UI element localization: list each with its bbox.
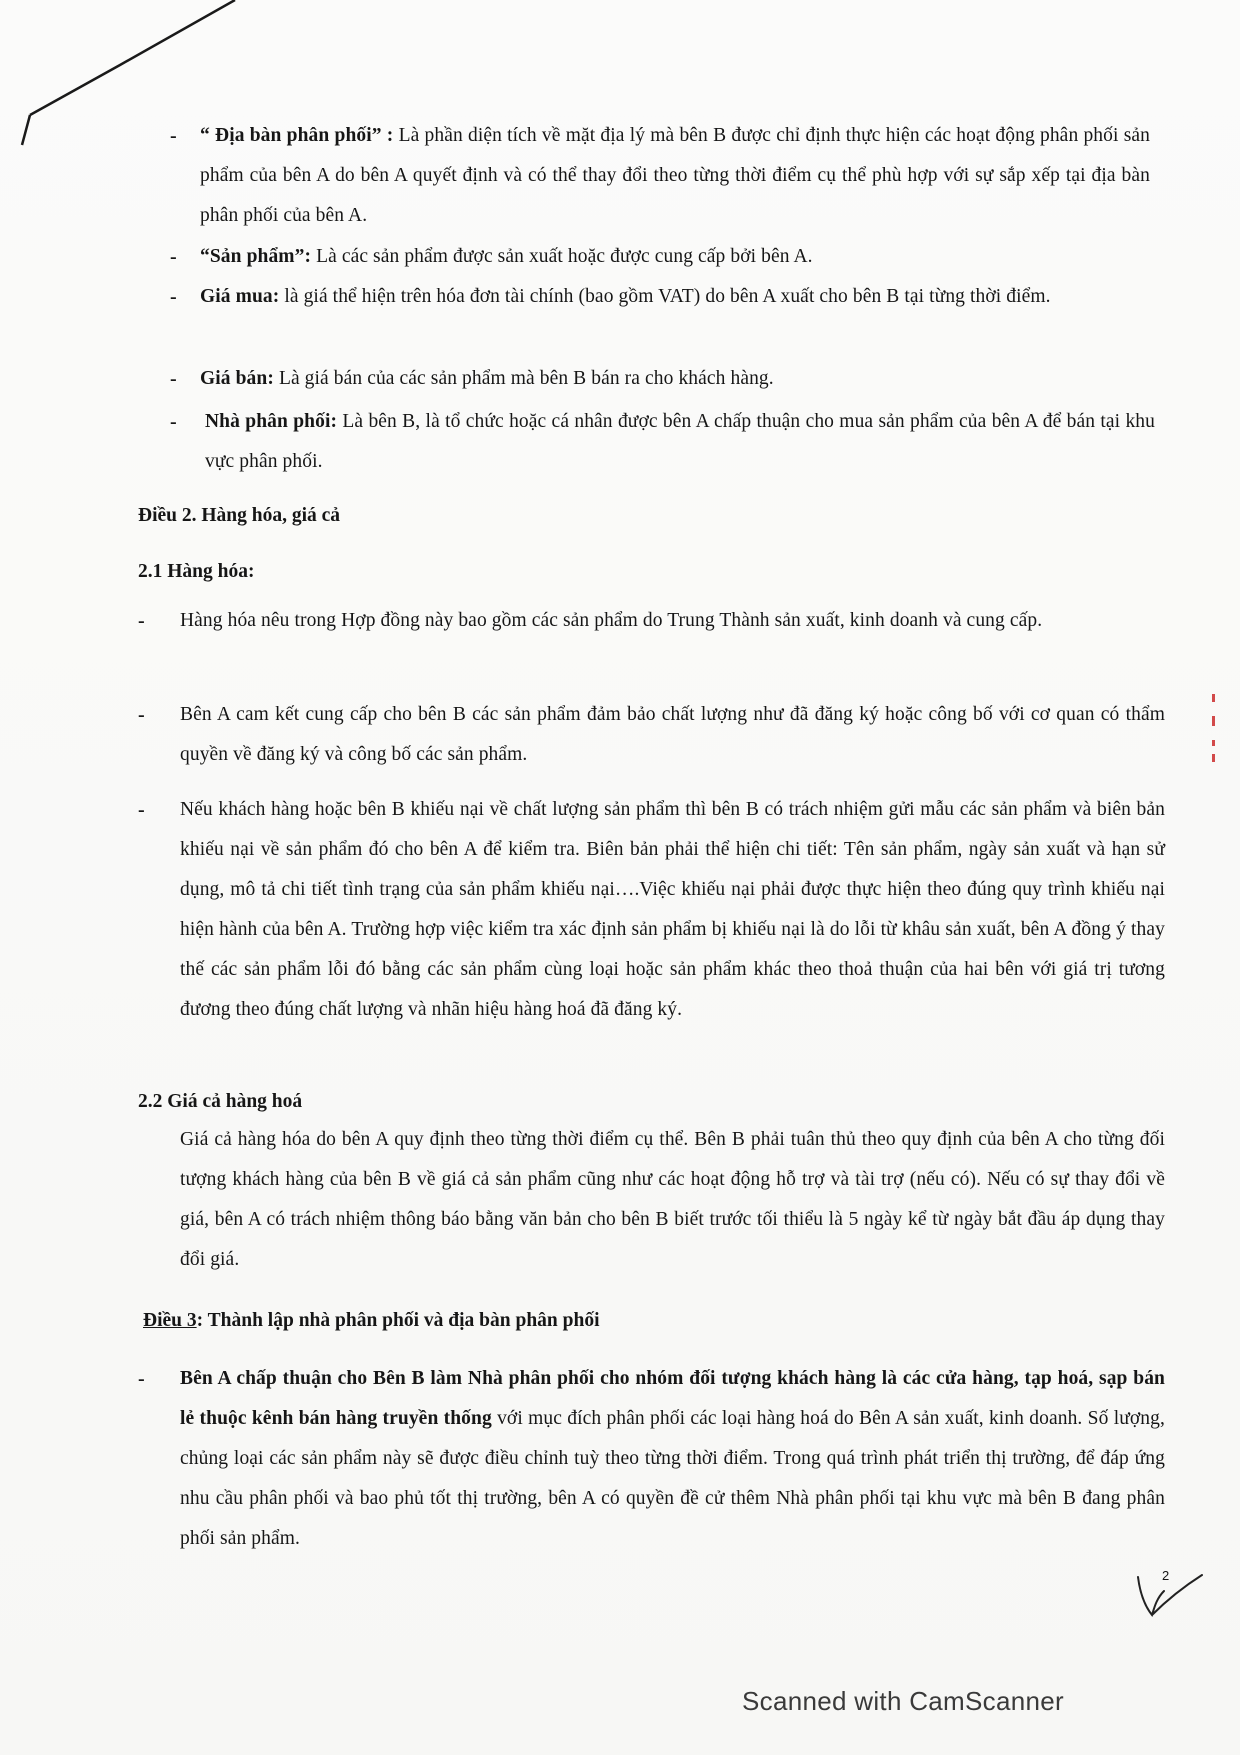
bullet-marker: - [138,799,145,821]
article-3-label: Điều 3 [143,1310,197,1331]
bullet-marker: - [170,411,177,433]
page-number: 2 [1162,1568,1170,1583]
goods-clause: Hàng hóa nêu trong Hợp đồng này bao gồm các sản phẩm do Trung Thành sản xuất, kinh doanh và cung cấp. [180,610,1043,631]
bullet-marker: - [170,286,177,308]
definition-term: Nhà phân phối: [205,411,338,432]
definition-term: Giá mua: [200,286,280,307]
definition-term: “ Địa bàn phân phối” : [200,125,394,146]
bullet-marker: - [170,125,177,147]
section-2-1-heading: 2.1 Hàng hóa: [138,561,255,582]
bullet-marker: - [170,246,177,268]
scan-edge-marks [1200,690,1220,770]
bullet-marker: - [138,704,145,726]
distributor-clause-text: với mục đích phân phối các loại hàng hoá do Bên A sản xuất, kinh doanh. Số lượng, chủng loại các sản phẩm này sẽ được điều chỉnh tuỳ theo từng thời điểm. Trong quá trình phát triển thị trường, để đáp ứng nhu cầu phân phối và bao phủ tốt thị trường, bên A có quyền đề cử thêm Nhà phân phối tại khu vực mà bên B đang phân phối sản phẩm. [180,1408,1165,1549]
goods-clause: Bên A cam kết cung cấp cho bên B các sản phẩm đảm bảo chất lượng như đã đăng ký hoặc công bố với cơ quan có thẩm quyền về đăng ký và công bố các sản phẩm. [180,704,1165,765]
definition-term: Giá bán: [200,368,274,389]
definition-item [200,359,1150,399]
section-2-2-heading: 2.2 Giá cả hàng hoá [138,1091,303,1112]
goods-clause: Nếu khách hàng hoặc bên B khiếu nại về chất lượng sản phẩm thì bên B có trách nhiệm gửi mẫu các sản phẩm và biên bản khiếu nại về sản phẩm đó cho bên A để kiểm tra. Biên bản phải thể hiện chi tiết: Tên sản phẩm, ngày sản xuất và hạn sử dụng, mô tả chi tiết tình trạng của sản phẩm khiếu nại….Việc khiếu nại phải được thực hiện theo đúng quy trình khiếu nại hiện hành của bên A. Trường hợp việc kiểm tra xác định sản phẩm bị khiếu nại là do lỗi từ khâu sản xuất, bên A đồng ý thay thế các sản phẩm lỗi đó bằng các sản phẩm cùng loại hoặc sản phẩm khác theo thoả thuận của hai bên với giá trị tương đương theo đúng chất lượng và nhãn hiệu hàng hoá đã đăng ký. [180,799,1165,1020]
definition-term: “Sản phẩm”: [200,246,312,267]
definition-item [200,277,1150,317]
definition-text: là giá thể hiện trên hóa đơn tài chính (bao gồm VAT) do bên A xuất cho bên B tại từng thời điểm. [284,286,1051,307]
bullet-marker: - [138,610,145,632]
definition-text: Là giá bán của các sản phẩm mà bên B bán ra cho khách hàng. [278,368,774,389]
definition-text: Là phần diện tích về mặt địa lý mà bên B được chỉ định thực hiện các hoạt động phân phối sản phẩm của bên A do bên A quyết định và có thể thay đổi theo từng thời điểm cụ thể phù hợp với sự sắp xếp tại địa bàn phân phối của bên A. [200,125,1150,226]
article-3-heading [143,1305,600,1337]
definition-item [200,116,1150,236]
definition-text: Là bên B, là tổ chức hoặc cá nhân được bên A chấp thuận cho mua sản phẩm của bên A để bán tại khu vực phân phối. [205,411,1155,472]
initials-signature [1130,1565,1210,1625]
definition-item [205,402,1155,482]
definition-item [200,237,1150,277]
price-clause: Giá cả hàng hóa do bên A quy định theo từng thời điểm cụ thể. Bên B phải tuân thủ theo quy định của bên A cho từng đối tượng khách hàng của bên B về giá cả sản phẩm cũng như các hoạt động hỗ trợ và tài trợ (nếu có). Nếu có sự thay đổi về giá, bên A có trách nhiệm thông báo bằng văn bản cho bên B biết trước tối thiểu là 5 ngày kể từ ngày bắt đầu áp dụng thay đổi giá. [180,1129,1165,1270]
article-2-heading: Điều 2. Hàng hóa, giá cả [138,505,341,526]
bullet-marker: - [138,1368,145,1390]
bullet-marker: - [170,368,177,390]
camscanner-watermark: Scanned with CamScanner [742,1686,1064,1716]
distributor-clause-bold: Bên A chấp thuận cho Bên B làm Nhà phân phối cho nhóm đối tượng khách hàng là các cửa hàng, tạp hoá, sạp bán lẻ thuộc kênh bán hàng truyền thống [180,1368,1165,1429]
distributor-clause [180,1359,1165,1559]
definition-text: Là các sản phẩm được sản xuất hoặc được cung cấp bởi bên A. [316,246,813,267]
article-3-title: : Thành lập nhà phân phối và địa bàn phân phối [196,1310,600,1331]
